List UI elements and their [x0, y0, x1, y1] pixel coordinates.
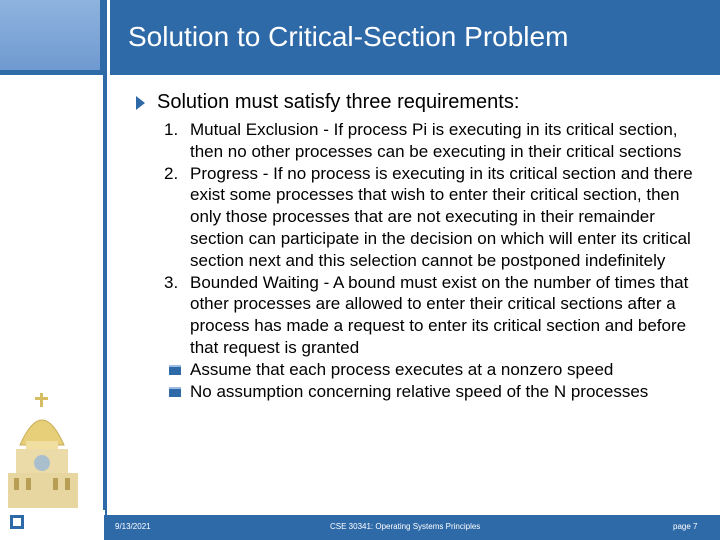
title-divider	[107, 0, 110, 75]
slide-title: Solution to Critical-Section Problem	[128, 21, 569, 52]
list-number: 3.	[164, 272, 179, 292]
requirements-list	[160, 119, 710, 402]
list-item	[160, 119, 710, 163]
corner-square	[10, 515, 24, 529]
list-number: 1.	[164, 120, 179, 139]
main-bullet-text: Solution must satisfy three requirements:	[157, 91, 520, 113]
corner-decoration	[0, 0, 100, 70]
footer-date: 9/13/2021	[115, 522, 151, 531]
triangle-bullet-icon	[136, 96, 145, 110]
list-item	[160, 163, 710, 272]
list-number: 2.	[164, 163, 179, 183]
list-item-text: Mutual Exclusion - If process Pi is executing in its critical section, then no other processes can be executing in their critical sections	[190, 120, 682, 161]
footer-course: CSE 30341: Operating Systems Principles	[330, 522, 481, 531]
golden-dome-image	[0, 385, 105, 520]
list-item	[160, 359, 710, 381]
square-bullet-icon	[169, 365, 181, 375]
list-item-text: Bounded Waiting - A bound must exist on the number of times that other processes are allowed to enter their critical sections after a process has made a request to enter its critical section and before that request is granted	[190, 272, 689, 357]
list-item	[160, 272, 710, 359]
list-item-text: Assume that each process executes at a nonzero speed	[190, 359, 614, 379]
square-bullet-icon	[169, 387, 181, 397]
list-item	[160, 381, 710, 403]
footer-page: page 7	[673, 522, 698, 531]
list-item-text: Progress - If no process is executing in its critical section and there exist some processes that wish to enter their critical section, then only those processes that are not executing in their remainder section can participate in the decision on which will enter its critical section next and this selection cannot be postponed indefinitely	[190, 163, 693, 270]
list-item-text: No assumption concerning relative speed of the N processes	[190, 381, 649, 401]
